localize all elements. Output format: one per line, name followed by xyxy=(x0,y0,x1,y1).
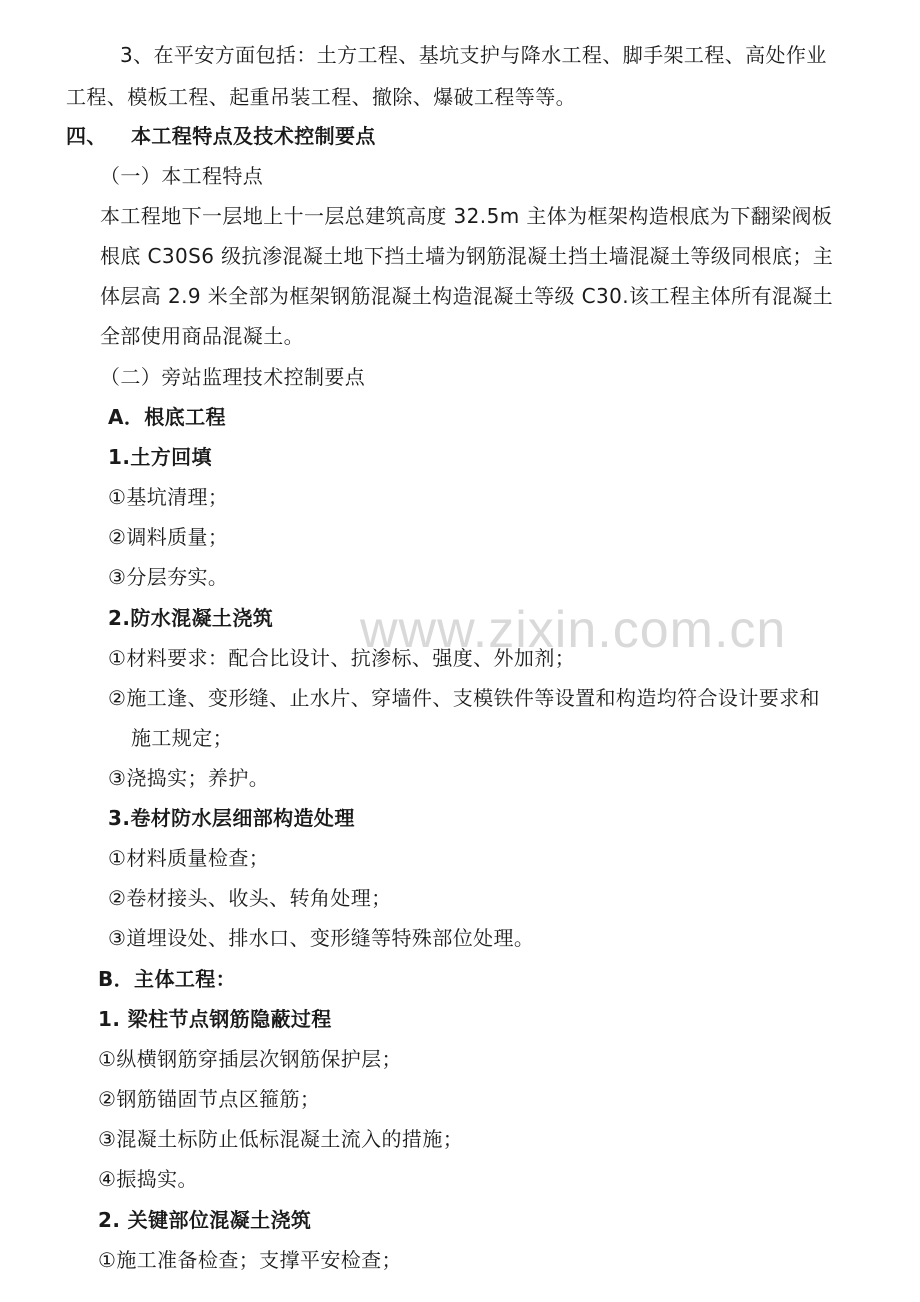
sub1-para-line-3: 体层高 2.9 米全部为框架钢筋混凝土构造混凝土等级 C30.该工程主体所有混凝土 xyxy=(100,284,834,308)
watermark: www.zixin.com.cn xyxy=(360,601,787,659)
section4-number: 四、 xyxy=(66,124,107,148)
sub2-title: （二）旁站监理技术控制要点 xyxy=(100,365,366,389)
list-item: ②施工逢、变形缝、止水片、穿墙件、支模铁件等设置和构造均符合设计要求和 xyxy=(108,686,820,710)
list-item: ①基坑清理； xyxy=(108,485,229,509)
partA-heading-3: 3.卷材防水层细部构造处理 xyxy=(108,806,355,830)
section4-title: 本工程特点及技术控制要点 xyxy=(131,124,376,148)
list-item: ②调料质量； xyxy=(108,525,229,549)
section3-line-2: 工程、模板工程、起重吊装工程、撤除、爆破工程等等。 xyxy=(66,85,576,109)
list-item: ①材料质量检查； xyxy=(108,846,270,870)
partA-title: A．根底工程 xyxy=(108,405,226,429)
partB-heading-2: 2. 关键部位混凝土浇筑 xyxy=(98,1208,312,1232)
list-item: ①纵横钢筋穿插层次钢筋保护层； xyxy=(98,1047,402,1071)
sub1-para-line-2: 根底 C30S6 级抗渗混凝土地下挡土墙为钢筋混凝土挡土墙混凝土等级同根底；主 xyxy=(100,244,834,268)
list-item: ③浇捣实；养护。 xyxy=(108,766,270,790)
list-item: ③混凝土标防止低标混凝土流入的措施； xyxy=(98,1127,464,1151)
list-item: ②卷材接头、收头、转角处理； xyxy=(108,886,392,910)
partA-heading-1: 1.土方回填 xyxy=(108,445,212,469)
partB-heading-1: 1. 梁柱节点钢筋隐蔽过程 xyxy=(98,1007,332,1031)
sub1-title: （一）本工程特点 xyxy=(100,164,264,188)
list-item: ①材料要求：配合比设计、抗渗标、强度、外加剂； xyxy=(108,646,576,670)
list-item: ②钢筋锚固节点区箍筋； xyxy=(98,1087,321,1111)
partB-title: B．主体工程： xyxy=(98,967,237,991)
list-item: ③道埋设处、排水口、变形缝等特殊部位处理。 xyxy=(108,926,535,950)
list-item-continuation: 施工规定； xyxy=(131,726,233,750)
sub1-para-line-1: 本工程地下一层地上十一层总建筑高度 32.5m 主体为框架构造根底为下翻梁阀板 xyxy=(100,204,833,228)
list-item: ④振捣实。 xyxy=(98,1167,198,1191)
sub1-para-line-4: 全部使用商品混凝土。 xyxy=(100,324,304,348)
list-item: ③分层夯实。 xyxy=(108,565,229,589)
partA-heading-2: 2.防水混凝土浇筑 xyxy=(108,606,274,630)
list-item: ①施工准备检查；支撑平安检查； xyxy=(98,1248,402,1272)
section3-line-1: 3、在平安方面包括：土方工程、基坑支护与降水工程、脚手架工程、高处作业 xyxy=(120,43,827,67)
